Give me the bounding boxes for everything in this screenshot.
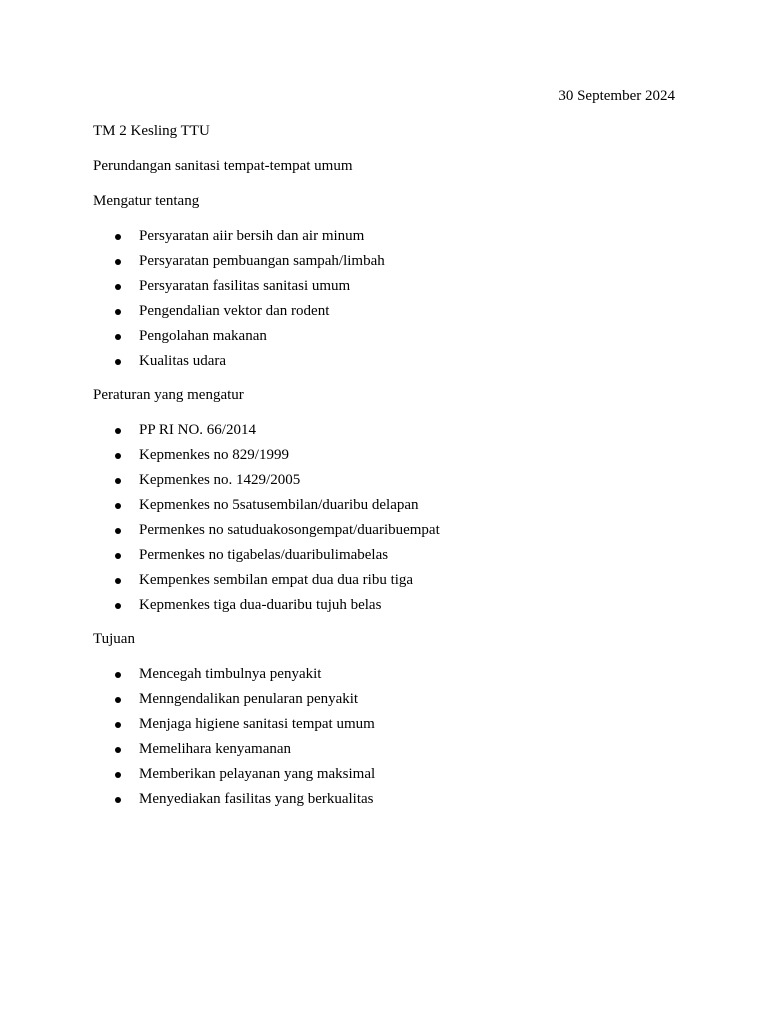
list-item-text: Kepmenkes tiga dua-duaribu tujuh belas <box>139 597 382 613</box>
list-item <box>93 277 675 296</box>
list-item <box>93 596 675 615</box>
list-item-text: PP RI NO. 66/2014 <box>139 422 256 438</box>
list-item <box>93 790 675 809</box>
bullet-icon <box>115 672 121 678</box>
bullet-icon <box>115 234 121 240</box>
bullet-list <box>93 227 675 371</box>
list-item-text: Persyaratan fasilitas sanitasi umum <box>139 278 351 294</box>
bullet-icon <box>115 528 121 534</box>
bullet-icon <box>115 359 121 365</box>
list-item-text: Memelihara kenyamanan <box>139 741 292 757</box>
bullet-icon <box>115 553 121 559</box>
bullet-icon <box>115 428 121 434</box>
list-item-text: Memberikan pelayanan yang maksimal <box>139 766 376 782</box>
list-item-text: Mencegah timbulnya penyakit <box>139 666 322 682</box>
document-page <box>93 87 675 824</box>
list-item <box>93 327 675 346</box>
list-item <box>93 765 675 784</box>
document-subtitle: Perundangan sanitasi tempat-tempat umum <box>93 158 353 174</box>
list-item <box>93 496 675 515</box>
list-item <box>93 715 675 734</box>
list-item <box>93 421 675 440</box>
list-item-text: Menyediakan fasilitas yang berkualitas <box>139 791 374 807</box>
document-date: 30 September 2024 <box>558 88 675 104</box>
bullet-list <box>93 665 675 809</box>
list-item-text: Permenkes no tigabelas/duaribulimabelas <box>139 547 389 563</box>
bullet-icon <box>115 797 121 803</box>
bullet-icon <box>115 722 121 728</box>
list-item <box>93 252 675 271</box>
bullet-icon <box>115 334 121 340</box>
list-item-text: Permenkes no satuduakosongempat/duaribuempat <box>139 522 440 538</box>
bullet-icon <box>115 578 121 584</box>
list-item <box>93 690 675 709</box>
document-title: TM 2 Kesling TTU <box>93 123 210 139</box>
list-item <box>93 521 675 540</box>
bullet-icon <box>115 478 121 484</box>
list-item <box>93 665 675 684</box>
bullet-icon <box>115 284 121 290</box>
list-item-text: Kepmenkes no. 1429/2005 <box>139 472 301 488</box>
section-heading: Peraturan yang mengatur <box>93 387 244 403</box>
bullet-icon <box>115 603 121 609</box>
bullet-list <box>93 421 675 615</box>
list-item-text: Kualitas udara <box>139 353 227 369</box>
list-item-text: Menjaga higiene sanitasi tempat umum <box>139 716 375 732</box>
list-item-text: Persyaratan aiir bersih dan air minum <box>139 228 365 244</box>
section-heading: Tujuan <box>93 631 135 647</box>
list-item <box>93 352 675 371</box>
list-item-text: Persyaratan pembuangan sampah/limbah <box>139 253 385 269</box>
bullet-icon <box>115 747 121 753</box>
list-item <box>93 546 675 565</box>
list-item-text: Kempenkes sembilan empat dua dua ribu tiga <box>139 572 414 588</box>
list-item <box>93 740 675 759</box>
list-item-text: Kepmenkes no 829/1999 <box>139 447 289 463</box>
bullet-icon <box>115 453 121 459</box>
section-heading: Mengatur tentang <box>93 193 200 209</box>
bullet-icon <box>115 503 121 509</box>
list-item-text: Pengendalian vektor dan rodent <box>139 303 330 319</box>
bullet-icon <box>115 309 121 315</box>
list-item <box>93 446 675 465</box>
bullet-icon <box>115 259 121 265</box>
bullet-icon <box>115 697 121 703</box>
list-item <box>93 471 675 490</box>
list-item <box>93 227 675 246</box>
list-item <box>93 571 675 590</box>
bullet-icon <box>115 772 121 778</box>
list-item <box>93 302 675 321</box>
list-item-text: Kepmenkes no 5satusembilan/duaribu delapan <box>139 497 419 513</box>
list-item-text: Menngendalikan penularan penyakit <box>139 691 359 707</box>
list-item-text: Pengolahan makanan <box>139 328 267 344</box>
